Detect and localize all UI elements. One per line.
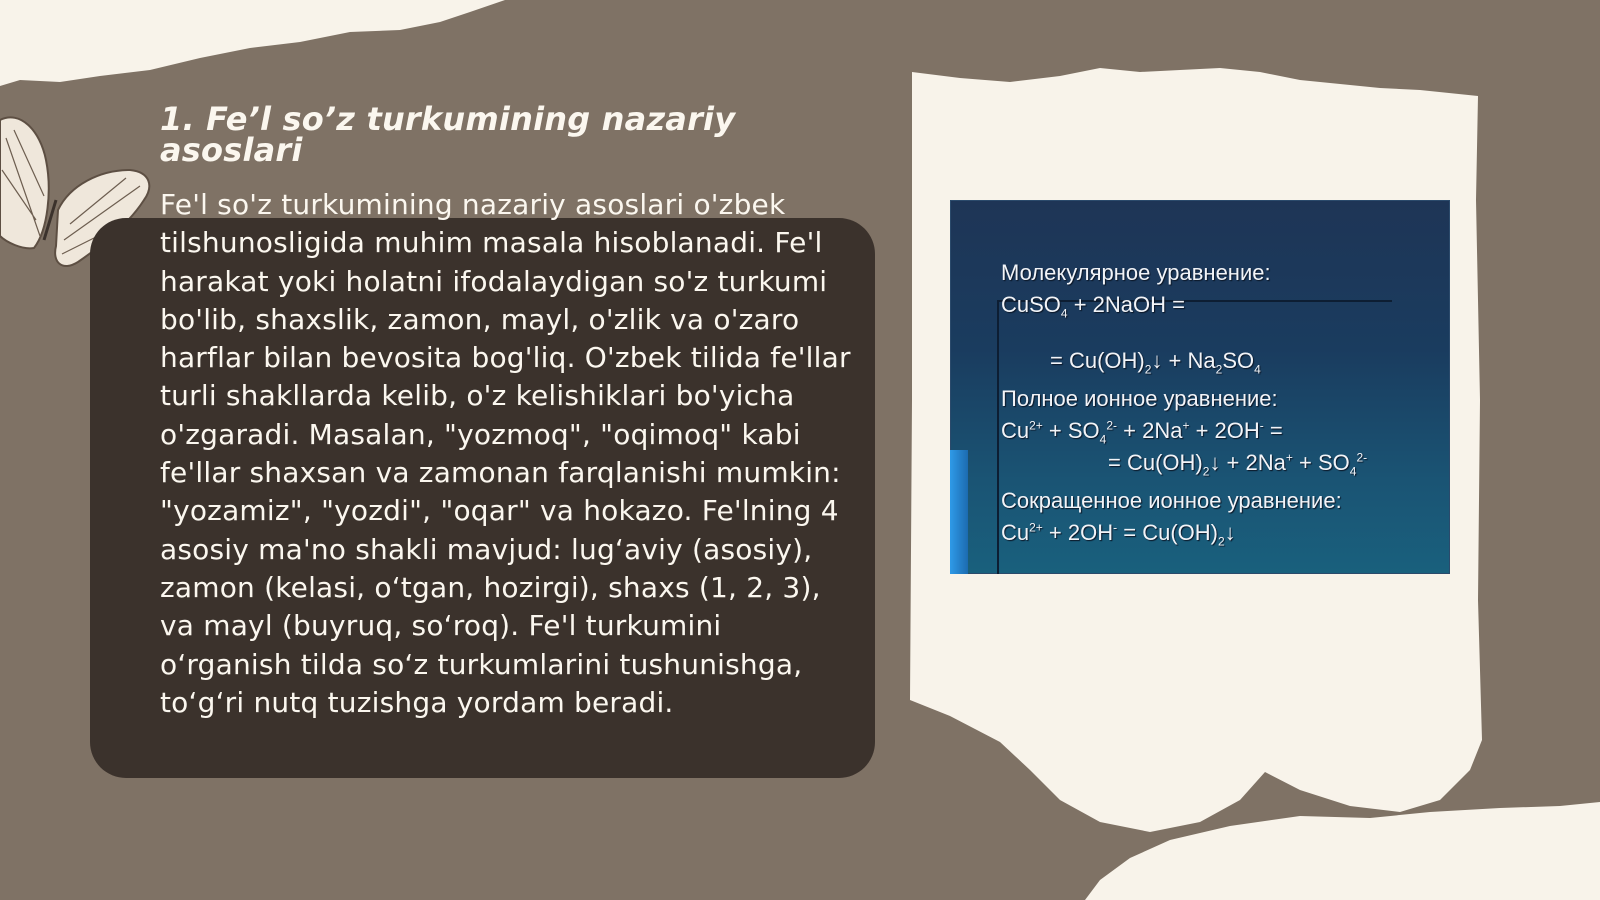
slide-title: 1. Fe’l so’z turkumining nazariy asoslari — [160, 100, 736, 169]
chem-divider-vertical — [997, 300, 999, 574]
short-ionic-label: Сокращенное ионное уравнение: — [1001, 488, 1342, 513]
chemistry-equations-image — [950, 200, 1450, 574]
molecular-lhs: CuSO$_4$ + 2NaOH = — [1001, 292, 1185, 321]
full-ionic-rhs: = $Cu(OH)_2↓ + 2Na^+ + SO_4^{2-}$ — [1108, 450, 1368, 479]
molecular-label: Молекулярное уравнение: — [1001, 260, 1271, 285]
molecular-rhs: = $Cu(OH)_2↓ + Na_2SO_4$ — [1050, 348, 1261, 377]
short-ionic-eq: $Cu^{2+} + 2OH^-$ = $Cu(OH)_2↓$ — [1001, 520, 1236, 549]
body-text: Fe'l so'z turkumining nazariy asoslari o'zbek tilshunosligida muhim masala hisoblanadi. Fe'l harakat yoki holatni ifodalaydigan so'z turkumi bo'lib, shaxslik, zamon, mayl, o'zlik va o'zaro harflar bilan bevosita bog'liq. O'zbek tilida fe'llar turli shakllarda kelib, o'z kelishiklari bo'yicha o'zgaradi. Masalan, "yozmoq", "oqimoq" kabi fe'llar shaxsan va zamonan farqlanishi mumkin: "yozamiz", "yozdi", "oqar" va hokazo. Fe'lning 4 asosiy ma'no shakli mavjud: lug‘aviy (asosiy), zamon (kelasi, o‘tgan, hozirgi), shaxs (1, 2, 3), va mayl (buyruq, so‘roq). Fe'l turkumini o‘rganish tilda so‘z turkumlarini tushunishga, to‘g‘ri nutq tuzishga yordam beradi. — [160, 188, 851, 719]
torn-paper-top-left — [0, 0, 505, 86]
chem-accent-bar — [950, 450, 968, 574]
full-ionic-label: Полное ионное уравнение: — [1001, 386, 1278, 411]
full-ionic-lhs: $Cu^{2+} + SO_4^{2-} + 2Na^+ + 2OH^-$ = — [1001, 418, 1283, 447]
